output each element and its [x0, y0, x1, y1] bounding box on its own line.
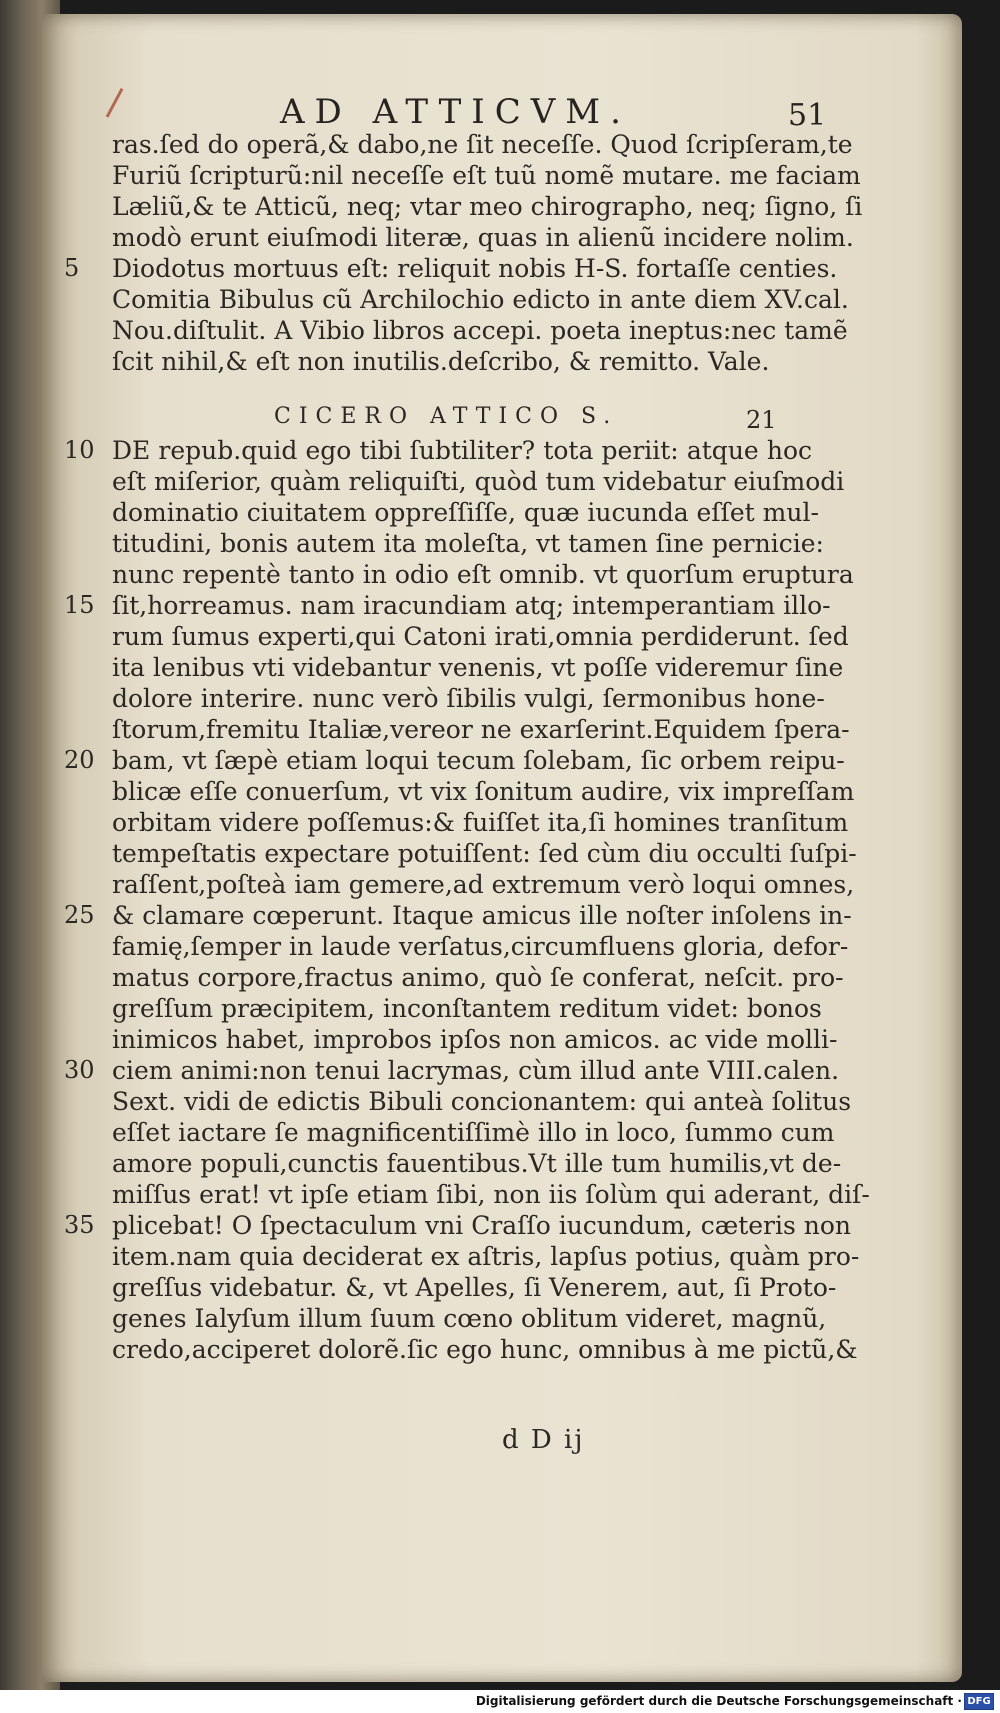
text-line: ſtorum,fremitu Italiæ,vereor ne exarſerint.Equidem ſpera-	[112, 715, 850, 744]
running-header: AD ATTICVM.	[280, 92, 631, 132]
text-line: famię,ſemper in laude verſatus,circumfluens gloria, defor-	[112, 932, 849, 961]
text-line: inimicos habet, improbos ipſos non amicos. ac vide molli-	[112, 1025, 838, 1054]
text-line: Diodotus mortuus eſt: reliquit nobis H-S. fortaſſe centies.	[112, 254, 838, 283]
footer-bar	[0, 1690, 1000, 1713]
text-line: & clamare cœperunt. Itaque amicus ille noſter inſolens in-	[112, 901, 852, 930]
text-line: eſſet iactare ſe magnificentiſſimè illo in loco, ſummo cum	[112, 1118, 835, 1147]
margin-line-number: 15	[64, 591, 95, 619]
text-line: ras.ſed do operã,& dabo,ne ſit neceſſe. Quod ſcripſeram,te	[112, 130, 853, 159]
text-line: miſſus erat! vt ipſe etiam ſibi, non iis ſolùm qui aderant, diſ-	[112, 1180, 870, 1209]
text-line: amore populi,cunctis fauentibus.Vt ille tum humilis,vt de-	[112, 1149, 842, 1178]
margin-line-number: 25	[64, 901, 95, 929]
margin-line-number: 30	[64, 1056, 95, 1084]
text-line: credo,acciperet dolorẽ.ſic ego hunc, omnibus à me pictũ,&	[112, 1335, 858, 1364]
text-line: DE repub.quid ego tibi ſubtiliter? tota periit: atque hoc	[112, 436, 812, 465]
text-line: Læliũ,& te Atticũ, neq; vtar meo chirographo, neq; ſigno, ſi	[112, 192, 863, 221]
text-line: nunc repentè tanto in odio eſt omnib. vt quorſum eruptura	[112, 560, 854, 589]
text-line: greſſus videbatur. &, vt Apelles, ſi Venerem, aut, ſi Proto-	[112, 1273, 837, 1302]
text-line: blicæ eſſe conuerſum, vt vix ſonitum audire, vix impreſſam	[112, 777, 855, 806]
text-line: raſſent,poſteà iam gemere,ad extremum verò loqui omnes,	[112, 870, 855, 899]
text-line: rum ſumus experti,qui Catoni irati,omnia perdiderunt. ſed	[112, 622, 849, 651]
text-line: matus corpore,fractus animo, quò ſe conferat, neſcit. pro-	[112, 963, 844, 992]
text-line: eſt miſerior, quàm reliquiſti, quòd tum videbatur eiuſmodi	[112, 467, 845, 496]
margin-line-number: 35	[64, 1211, 95, 1239]
text-line: Nou.diſtulit. A Vibio libros accepi. poeta ineptus:nec tamẽ	[112, 316, 848, 345]
text-line: dolore interire. nunc verò ſibilis vulgi, ſermonibus hone-	[112, 684, 825, 713]
text-line: titudini, bonis autem ita moleſta, vt tamen ſine pernicie:	[112, 529, 824, 558]
text-line: item.nam quia deciderat ex aſtris, lapſus potius, quàm pro-	[112, 1242, 860, 1271]
footer-credit: Digitalisierung gefördert durch die Deutsche Forschungsgemeinschaft ·	[475, 1694, 962, 1708]
book-page	[42, 14, 962, 1682]
text-line: ſcit nihil,& eſt non inutilis.deſcribo, & remitto. Vale.	[112, 347, 770, 376]
pencil-mark	[106, 88, 140, 126]
text-line: Sext. vidi de edictis Bibuli concionantem: qui anteà ſolitus	[112, 1087, 852, 1116]
text-line: orbitam videre poſſemus:& fuiſſet ita,ſi homines tranſitum	[112, 808, 849, 837]
text-line: Comitia Bibulus cũ Archilochio edicto in ante diem XV.cal.	[112, 285, 849, 314]
letter-number: 21	[746, 406, 777, 434]
margin-line-number: 10	[64, 436, 95, 464]
text-line: greſſum præcipitem, inconſtantem reditum videt: bonos	[112, 994, 822, 1023]
dfg-logo: DFG	[964, 1693, 994, 1710]
text-line: Furiũ ſcripturũ:nil neceſſe eſt tuũ nomẽ mutare. me faciam	[112, 161, 861, 190]
text-line: genes Ialyſum illum ſuum cœno oblitum videret, magnũ,	[112, 1304, 827, 1333]
margin-line-number: 5	[64, 254, 80, 282]
text-line: tempeſtatis expectare potuiſſent: ſed cùm diu occulti ſuſpi-	[112, 839, 857, 868]
text-line: ſit,horreamus. nam iracundiam atq; intemperantiam illo-	[112, 591, 831, 620]
text-line: plicebat! O ſpectaculum vni Craſſo iucundum, cæteris non	[112, 1211, 852, 1240]
page-number: 51	[788, 98, 827, 133]
text-line: modò erunt eiuſmodi literæ, quas in alienũ incidere nolim.	[112, 223, 854, 252]
text-line: ita lenibus vti videbantur venenis, vt poſſe videremur ſine	[112, 653, 844, 682]
margin-line-number: 20	[64, 746, 95, 774]
text-line: ciem animi:non tenui lacrymas, cùm illud ante VIII.calen.	[112, 1056, 840, 1085]
letter-heading: CICERO ATTICO S.	[274, 404, 619, 429]
text-line: bam, vt ſæpè etiam loqui tecum ſolebam, ſic orbem reipu-	[112, 746, 845, 775]
signature-mark: d D ij	[502, 1425, 585, 1455]
text-line: dominatio ciuitatem oppreſſiſſe, quæ iucunda eſſet mul-	[112, 498, 819, 527]
